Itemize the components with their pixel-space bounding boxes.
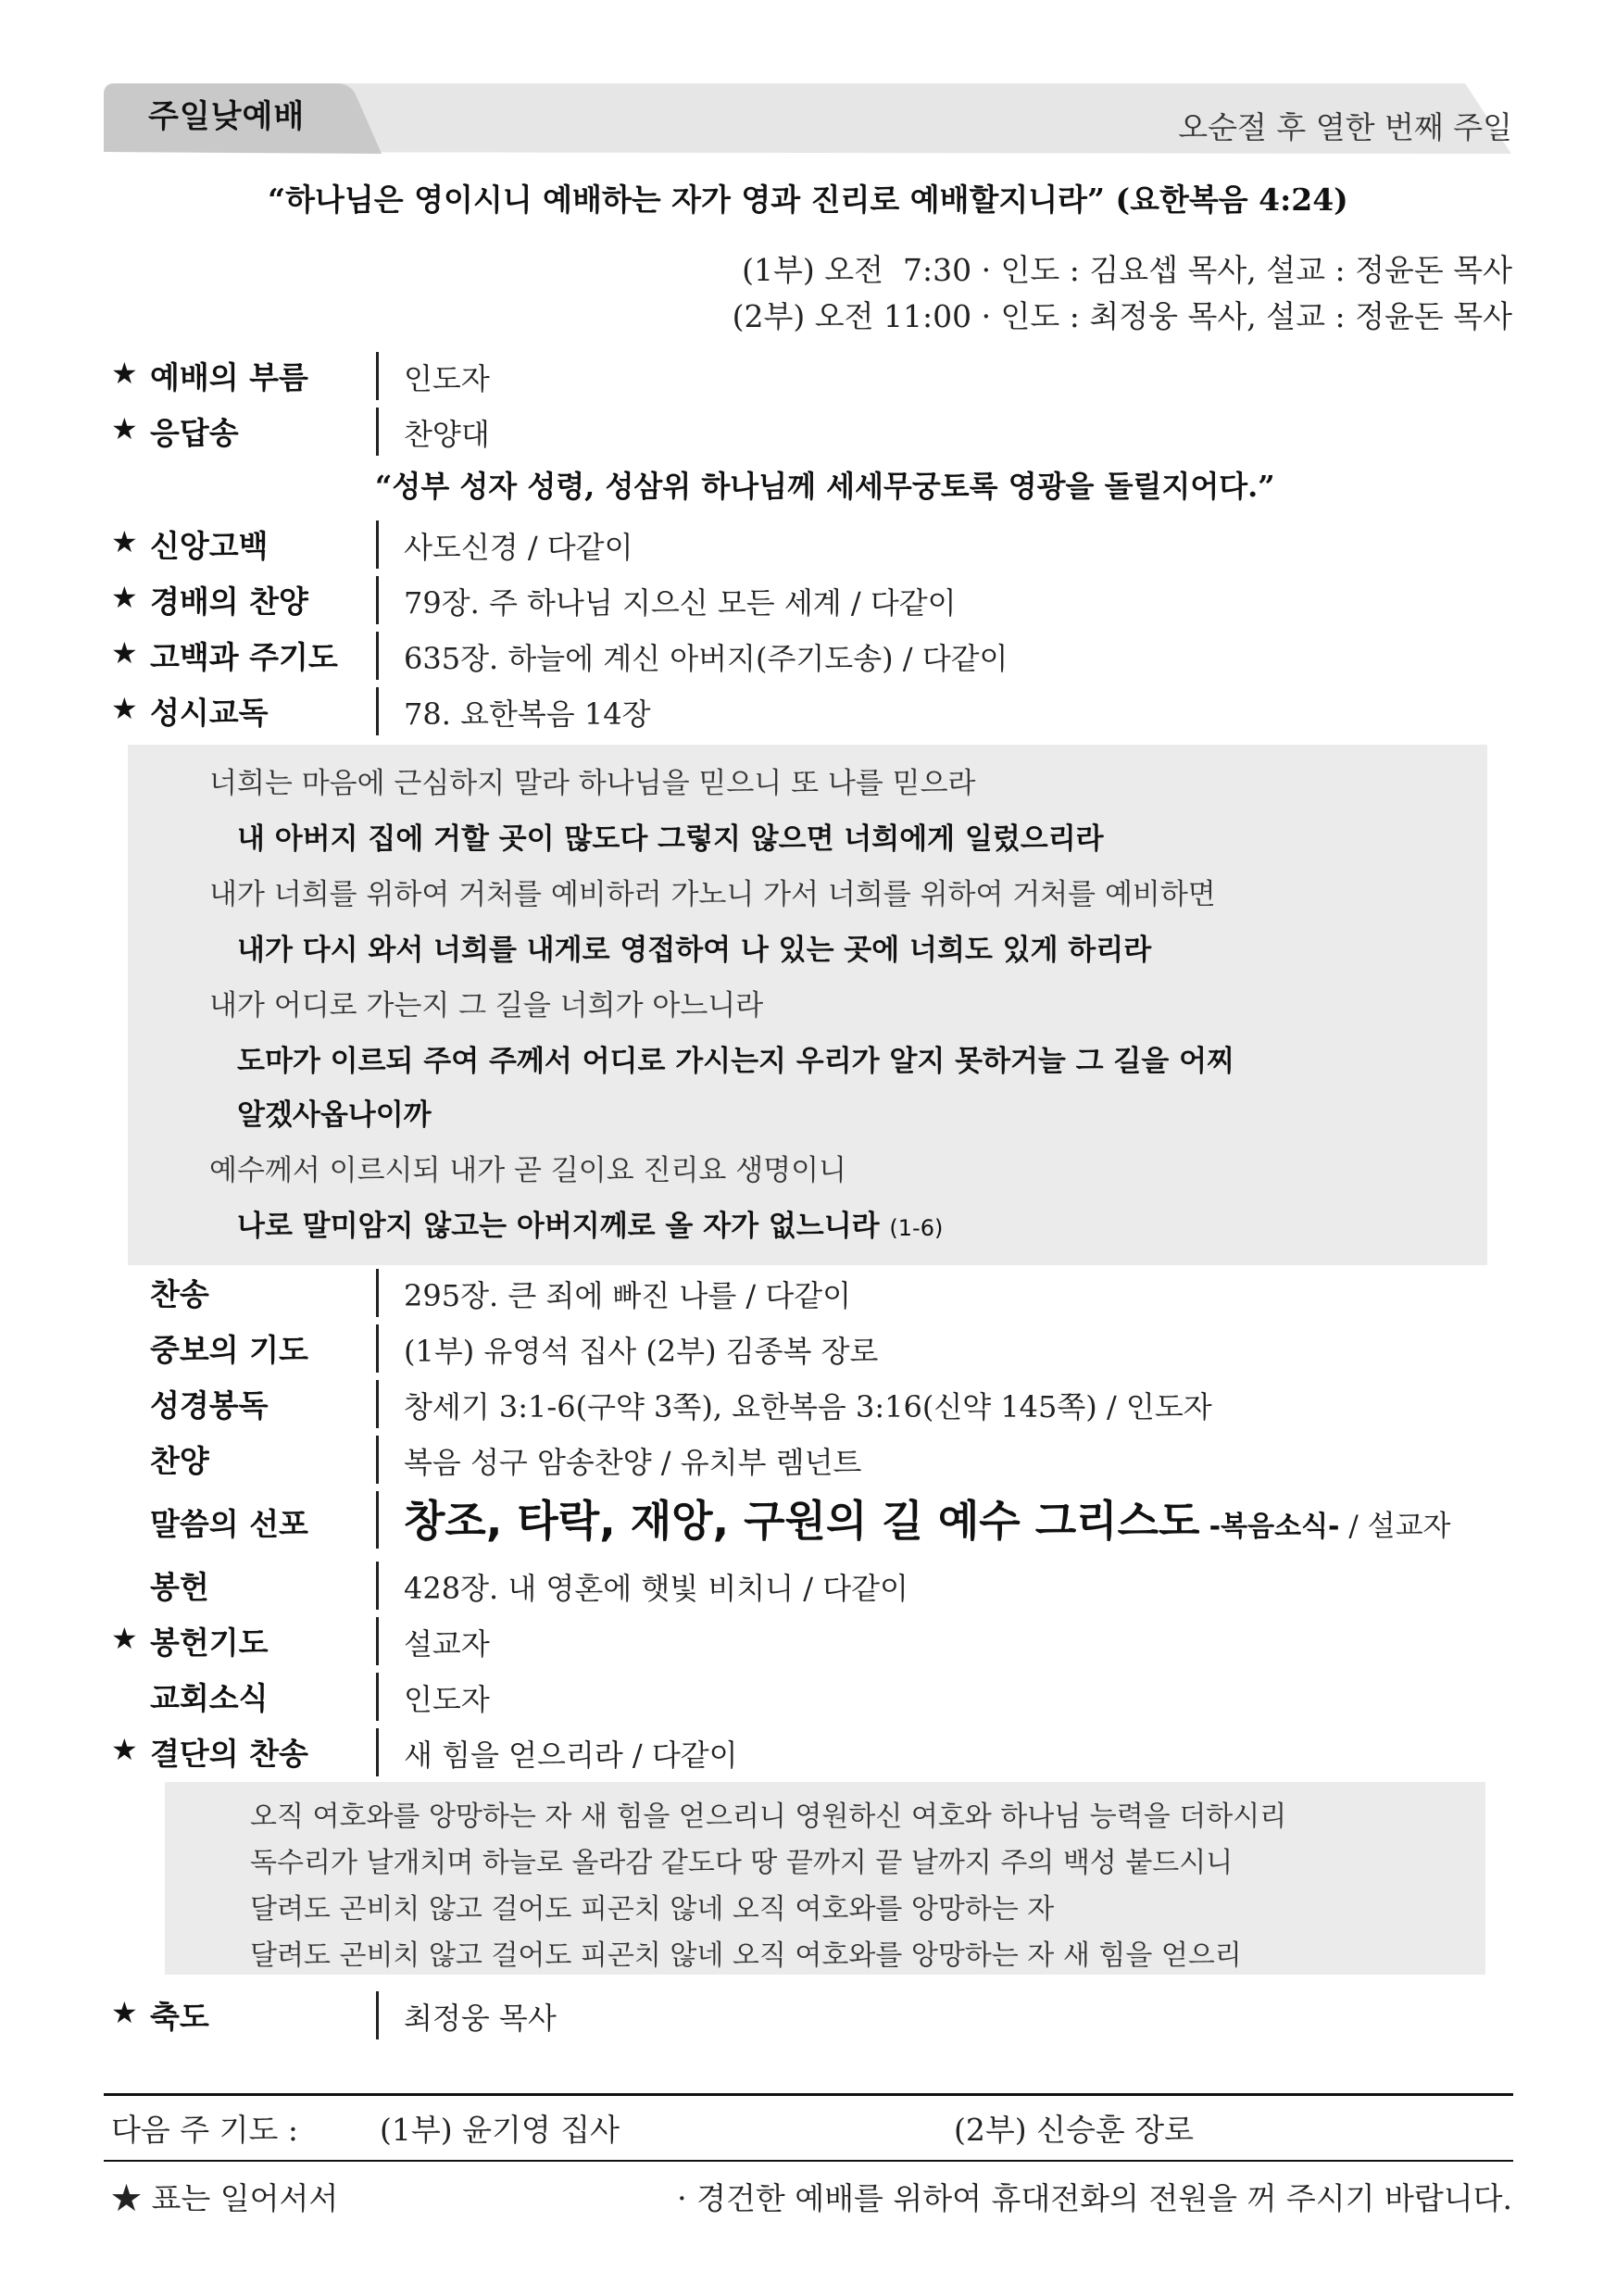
order-row-call-to-worship <box>104 348 1521 402</box>
order-label: 경배의 찬양 <box>150 583 308 620</box>
sermon-subtitle: -복음소식- <box>1209 1511 1340 1543</box>
order-value: 인도자 <box>404 1682 490 1717</box>
footer-rule-bottom <box>104 2160 1513 2162</box>
divider <box>376 1728 379 1776</box>
reading-line-response: 도마가 이르되 주여 주께서 어디로 가시는지 우리가 알지 못하거늘 그 길을 어찌 <box>237 1045 1234 1078</box>
sermon-suffix: / 설교자 <box>1339 1510 1451 1543</box>
order-row-scripture <box>104 1376 1521 1430</box>
reading-final-text: 나로 말미암지 않고는 아버지께로 올 자가 없느니라 <box>237 1210 880 1243</box>
divider <box>376 1380 379 1428</box>
standing-star-icon: ★ <box>111 1621 138 1656</box>
divider <box>376 352 379 400</box>
order-row-creed <box>104 517 1521 571</box>
order-value: 사도신경 / 다같이 <box>404 530 633 565</box>
order-value: 창세기 3:1-6(구약 3쪽), 요한복음 3:16(신약 145쪽) / 인도자 <box>404 1389 1212 1424</box>
hymn-line: 독수리가 날개치며 하늘로 올라감 같도다 땅 끝까지 끝 날까지 주의 백성 붙드시니 <box>250 1847 1234 1879</box>
next-prayer-2: (2부) 신승훈 장로 <box>954 2112 1194 2148</box>
standing-star-icon: ★ <box>111 411 138 446</box>
order-label: 성시교독 <box>150 695 269 731</box>
order-row-sermon <box>104 1487 1521 1552</box>
order-row-offering-prayer <box>104 1613 1521 1667</box>
order-value: 635장. 하늘에 계신 아버지(주기도송) / 다같이 <box>404 641 1008 676</box>
order-value: 최정웅 목사 <box>404 2001 557 2036</box>
order-label: 봉헌기도 <box>150 1625 269 1661</box>
divider <box>376 1491 379 1549</box>
order-value: (1부) 유영석 집사 (2부) 김종복 장로 <box>404 1334 879 1369</box>
divider <box>376 408 379 456</box>
standing-star-icon: ★ <box>111 1995 138 2030</box>
divider <box>376 687 379 735</box>
response-quote: “성부 성자 성령, 성삼위 하나님께 세세무궁토록 영광을 돌릴지어다.” <box>375 469 1275 504</box>
divider <box>376 576 379 624</box>
divider <box>376 1436 379 1484</box>
main-verse: “하나님은 영이시니 예배하는 자가 영과 진리로 예배할지니라” (요한복음 4:24) <box>268 182 1348 218</box>
sermon-title: 창조, 타락, 재앙, 구원의 길 예수 그리스도 <box>404 1496 1200 1546</box>
standing-star-icon: ★ <box>111 635 138 671</box>
page-title: 주일낮예배 <box>148 98 306 135</box>
standing-star-icon: ★ <box>111 1732 138 1767</box>
order-label: 결단의 찬송 <box>150 1736 308 1772</box>
next-prayer-label: 다음 주 기도 : <box>111 2112 298 2148</box>
divider <box>376 1991 379 2039</box>
order-label: 응답송 <box>150 415 239 451</box>
divider <box>376 521 379 569</box>
standing-note: ★ 표는 일어서서 <box>111 2180 339 2216</box>
sermon-line <box>404 1487 1451 1549</box>
next-prayer-1: (1부) 윤기영 집사 <box>380 2112 620 2148</box>
order-row-praise <box>104 572 1521 626</box>
order-row-announcements <box>104 1669 1521 1723</box>
order-label: 말씀의 선포 <box>150 1506 308 1542</box>
order-label: 축도 <box>150 1999 209 2035</box>
order-label: 신앙고백 <box>150 528 269 564</box>
order-row-response <box>104 404 1521 458</box>
service-time-2: (2부) 오전 11:00 · 인도 : 최정웅 목사, 설교 : 정윤돈 목사 <box>732 298 1512 334</box>
reading-line-response: 내 아버지 집에 거할 곳이 많도다 그렇지 않으면 너희에게 일렀으리라 <box>237 822 1104 856</box>
reading-line-response <box>237 1202 943 1244</box>
hymn-line: 오직 여호와를 앙망하는 자 새 힘을 얻으리니 영원하신 여호와 하나님 능력을 더하시리 <box>250 1800 1287 1833</box>
service-time-1: (1부) 오전 7:30 · 인도 : 김요셉 목사, 설교 : 정윤돈 목사 <box>742 252 1512 288</box>
order-value: 새 힘을 얻으리라 / 다같이 <box>404 1738 738 1773</box>
divider <box>376 1617 379 1665</box>
reading-reference: (1-6) <box>889 1215 944 1241</box>
order-label: 예배의 부름 <box>150 359 308 395</box>
phone-note: · 경건한 예배를 위하여 휴대전화의 전원을 꺼 주시기 바랍니다. <box>677 2180 1512 2216</box>
reading-line-response: 내가 다시 와서 너희를 내게로 영접하여 나 있는 곳에 너희도 있게 하리라 <box>237 934 1152 967</box>
order-row-hymn <box>104 1265 1521 1319</box>
order-row-benediction <box>104 1988 1521 2041</box>
order-label: 고백과 주기도 <box>150 639 338 675</box>
order-row-intercession <box>104 1321 1521 1374</box>
reading-line-leader: 내가 너희를 위하여 거처를 예비하러 가노니 가서 너희를 위하여 거처를 예비하면 <box>209 878 1216 911</box>
order-label: 봉헌 <box>150 1569 209 1605</box>
divider <box>376 1562 379 1610</box>
order-label: 찬양 <box>150 1443 209 1479</box>
standing-star-icon: ★ <box>111 356 138 391</box>
reading-line-leader: 예수께서 이르시되 내가 곧 길이요 진리요 생명이니 <box>209 1154 846 1187</box>
order-value: 78. 요한복음 14장 <box>404 696 651 732</box>
order-row-responsive-reading <box>104 684 1521 737</box>
order-row-anthem <box>104 1432 1521 1486</box>
page-subtitle: 오순절 후 열한 번째 주일 <box>1178 109 1512 145</box>
hymn-line: 달려도 곤비치 않고 걸어도 피곤치 않네 오직 여호와를 앙망하는 자 새 힘을 얻으리 <box>250 1939 1242 1972</box>
order-row-commitment-hymn <box>104 1725 1521 1778</box>
order-value: 428장. 내 영혼에 햇빛 비치니 / 다같이 <box>404 1571 908 1606</box>
order-value: 295장. 큰 죄에 빠진 나를 / 다같이 <box>404 1278 852 1313</box>
standing-star-icon: ★ <box>111 691 138 726</box>
hymn-line: 달려도 곤비치 않고 걸어도 피곤치 않네 오직 여호와를 앙망하는 자 <box>250 1893 1055 1926</box>
order-row-confession <box>104 628 1521 682</box>
order-value: 79장. 주 하나님 지으신 모든 세계 / 다같이 <box>404 585 957 621</box>
order-label: 교회소식 <box>150 1680 269 1716</box>
order-value: 인도자 <box>404 361 490 396</box>
order-row-offering <box>104 1558 1521 1612</box>
order-label: 찬송 <box>150 1276 209 1312</box>
divider <box>376 1269 379 1317</box>
order-value: 복음 성구 암송찬양 / 유치부 렘넌트 <box>404 1445 862 1480</box>
standing-star-icon: ★ <box>111 580 138 615</box>
reading-line-leader: 내가 어디로 가는지 그 길을 너희가 아느니라 <box>209 989 764 1023</box>
order-label: 성경봉독 <box>150 1387 269 1424</box>
order-value: 설교자 <box>404 1626 490 1662</box>
reading-line-response: 알겠사옵나이까 <box>237 1098 432 1132</box>
footer-rule-top <box>104 2093 1513 2096</box>
order-value: 찬양대 <box>404 417 490 452</box>
standing-star-icon: ★ <box>111 524 138 559</box>
divider <box>376 1673 379 1721</box>
divider <box>376 632 379 680</box>
order-label: 중보의 기도 <box>150 1332 308 1368</box>
reading-line-leader: 너희는 마음에 근심하지 말라 하나님을 믿으니 또 나를 믿으라 <box>209 767 976 800</box>
divider <box>376 1324 379 1373</box>
